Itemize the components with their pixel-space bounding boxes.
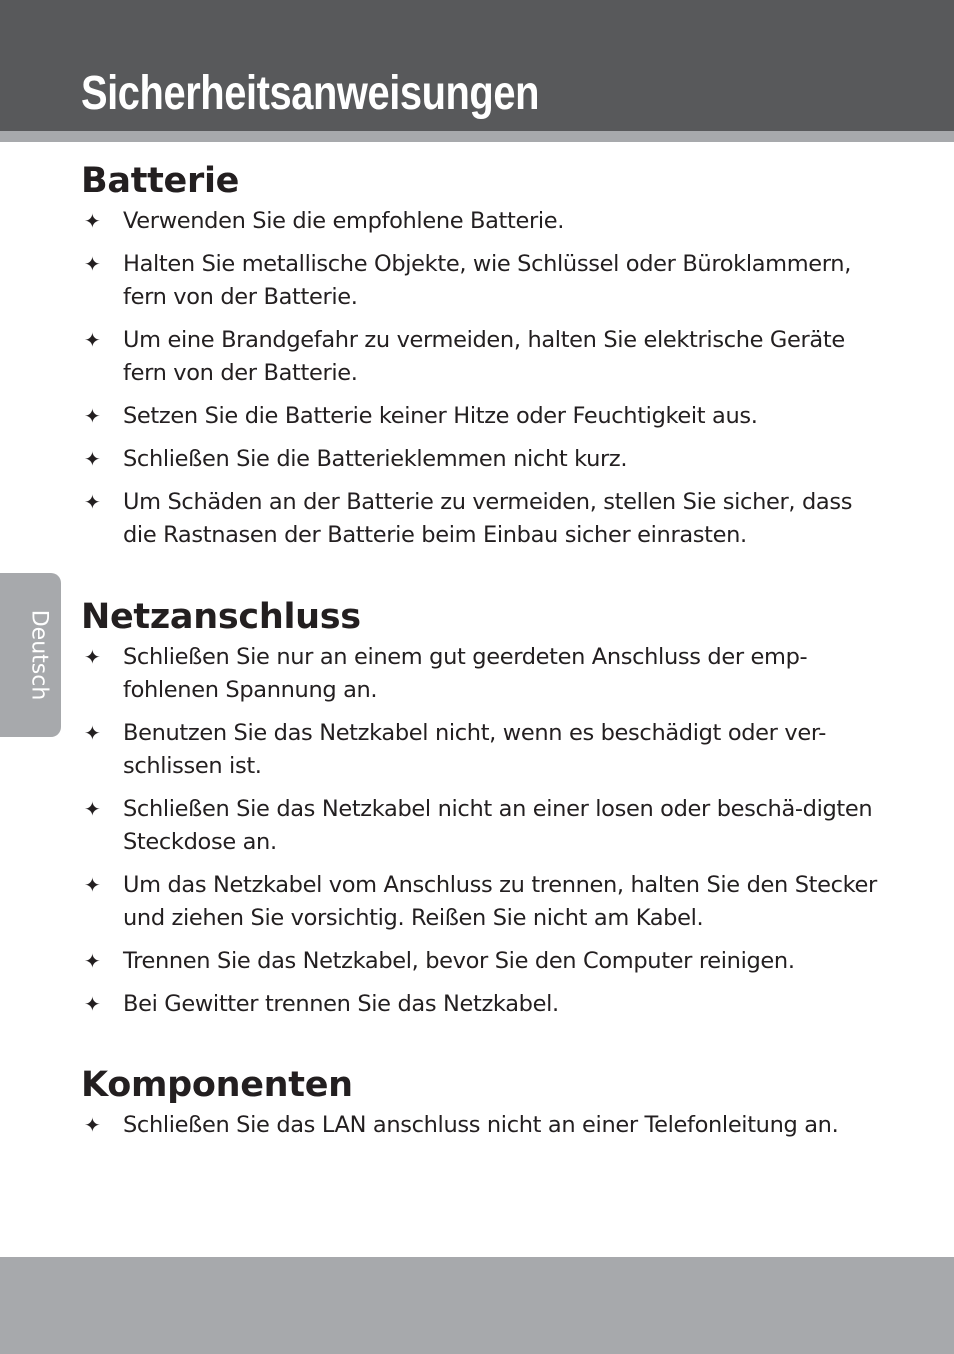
section-heading: Komponenten	[81, 1065, 353, 1105]
four-pointed-star-icon: ✦	[84, 992, 101, 1016]
four-pointed-star-icon: ✦	[84, 645, 101, 669]
list-item-text: Um eine Brandgefahr zu vermeiden, halten Sie elektrische Geräte fern von der Batterie.	[123, 327, 845, 386]
list-item	[81, 400, 881, 433]
four-pointed-star-icon: ✦	[84, 252, 101, 276]
list-item	[81, 1109, 881, 1142]
language-tab-label: Deutsch	[26, 609, 52, 701]
list-item-text: Benutzen Sie das Netzkabel nicht, wenn es beschädigt oder ver-schlissen ist.	[123, 720, 827, 779]
bullet-list	[81, 1109, 881, 1142]
header-accent-strip	[0, 131, 954, 142]
section-batterie	[81, 159, 881, 562]
section-komponenten	[81, 1063, 881, 1152]
four-pointed-star-icon: ✦	[84, 797, 101, 821]
list-item	[81, 443, 881, 476]
list-item	[81, 793, 881, 859]
list-item-text: Halten Sie metallische Objekte, wie Schlüssel oder Büroklammern, fern von der Batterie.	[123, 251, 852, 310]
four-pointed-star-icon: ✦	[84, 328, 101, 352]
section-netzanschluss	[81, 595, 881, 1031]
list-item	[81, 717, 881, 783]
list-item	[81, 869, 881, 935]
list-item	[81, 248, 881, 314]
four-pointed-star-icon: ✦	[84, 1113, 101, 1137]
list-item-text: Bei Gewitter trennen Sie das Netzkabel.	[123, 991, 559, 1017]
list-item-text: Schließen Sie das Netzkabel nicht an einer losen oder beschä-digten Steckdose an.	[123, 796, 873, 855]
four-pointed-star-icon: ✦	[84, 949, 101, 973]
list-item-text: Um Schäden an der Batterie zu vermeiden, stellen Sie sicher, dass die Rastnasen der Batterie beim Einbau sicher einrasten.	[123, 489, 853, 548]
page-title: Sicherheitsanweisungen	[81, 67, 540, 120]
four-pointed-star-icon: ✦	[84, 447, 101, 471]
list-item-text: Schließen Sie nur an einem gut geerdeten Anschluss der emp-fohlenen Spannung an.	[123, 644, 808, 703]
bullet-list	[81, 641, 881, 1021]
section-heading: Batterie	[81, 161, 240, 201]
list-item-text: Setzen Sie die Batterie keiner Hitze oder Feuchtigkeit aus.	[123, 403, 758, 429]
four-pointed-star-icon: ✦	[84, 209, 101, 233]
list-item-text: Trennen Sie das Netzkabel, bevor Sie den Computer reinigen.	[123, 948, 795, 974]
bullet-list	[81, 205, 881, 552]
list-item	[81, 324, 881, 390]
section-heading: Netzanschluss	[81, 597, 361, 637]
list-item	[81, 641, 881, 707]
footer-bar	[0, 1257, 954, 1354]
four-pointed-star-icon: ✦	[84, 490, 101, 514]
list-item	[81, 486, 881, 552]
list-item	[81, 988, 881, 1021]
list-item-text: Verwenden Sie die empfohlene Batterie.	[123, 208, 565, 234]
four-pointed-star-icon: ✦	[84, 721, 101, 745]
list-item	[81, 945, 881, 978]
four-pointed-star-icon: ✦	[84, 873, 101, 897]
four-pointed-star-icon: ✦	[84, 404, 101, 428]
list-item-text: Schließen Sie die Batterieklemmen nicht kurz.	[123, 446, 628, 472]
list-item-text: Um das Netzkabel vom Anschluss zu trennen, halten Sie den Stecker und ziehen Sie vorsichtig. Reißen Sie nicht am Kabel.	[123, 872, 877, 931]
list-item-text: Schließen Sie das LAN anschluss nicht an einer Telefonleitung an.	[123, 1112, 839, 1138]
list-item	[81, 205, 881, 238]
